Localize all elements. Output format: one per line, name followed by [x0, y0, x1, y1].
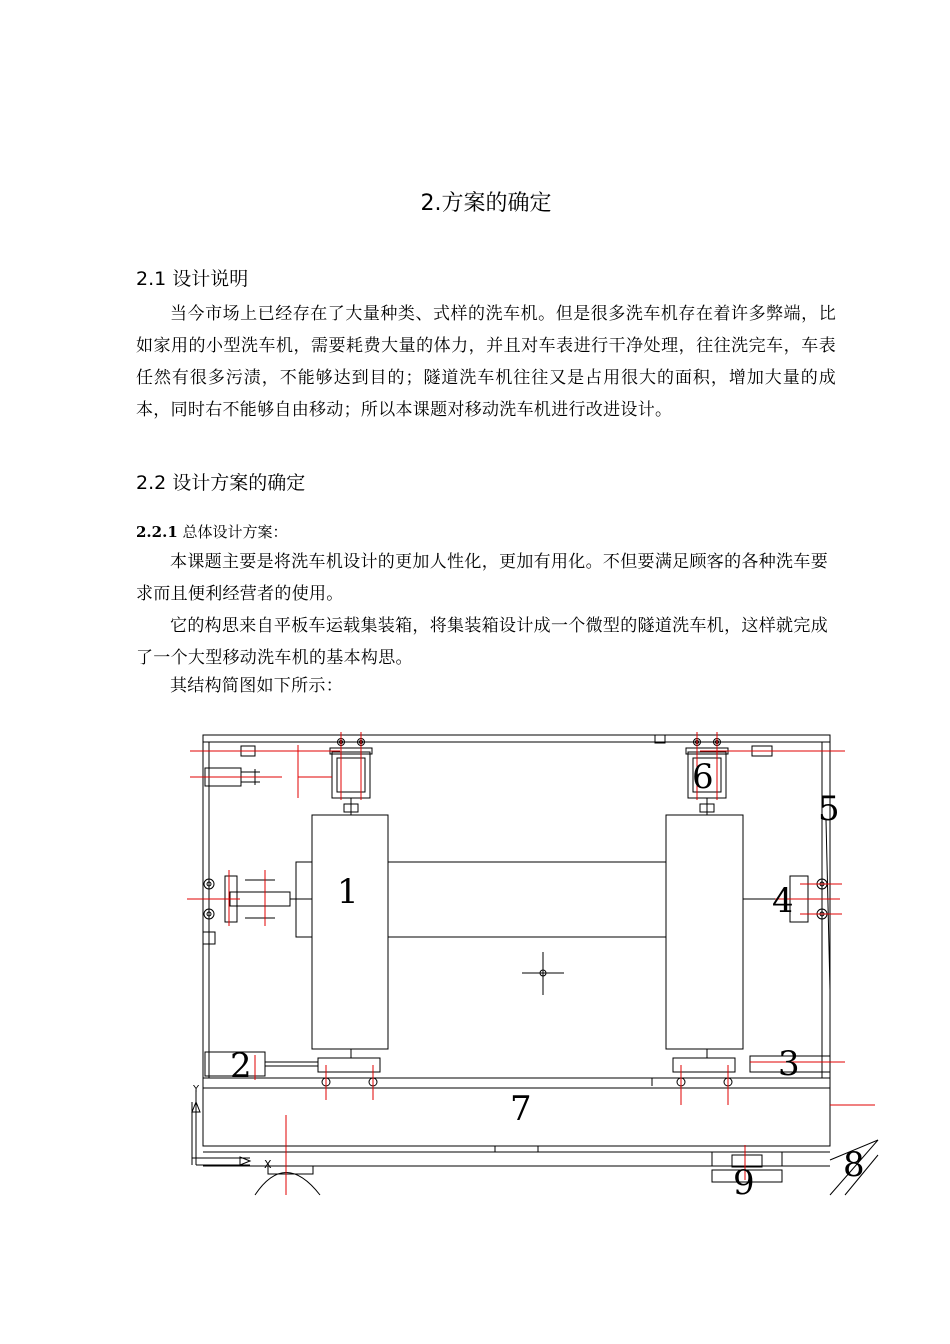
subsection-number: 2.2.1	[136, 523, 178, 541]
paragraph-concept: 它的构思来自平板车运载集装箱，将集装箱设计成一个微型的隧道洗车机，这样就完成了一个大型移动洗车机的基本构思。	[136, 616, 828, 668]
chapter-title: 2.方案的确定	[420, 191, 552, 216]
part-label-7: 7	[510, 1089, 532, 1129]
section-heading-2-1: 2.1 设计说明	[136, 268, 249, 290]
subsection-heading-2-2-1	[136, 521, 288, 542]
part-label-3: 3	[778, 1044, 800, 1084]
part-label-8: 8	[843, 1145, 865, 1185]
car-wash-structure-diagram	[180, 725, 880, 1200]
part-label-6: 6	[692, 757, 714, 797]
axis-label-x: X	[264, 1158, 272, 1171]
section-heading-2-2: 2.2 设计方案的确定	[136, 472, 306, 494]
axis-label-y: Y	[193, 1084, 200, 1095]
part-label-9: 9	[733, 1163, 755, 1200]
part-label-1: 1	[337, 872, 359, 912]
subsection-title: 总体设计方案：	[182, 523, 288, 541]
paragraph-figure-intro: 其结构简图如下所示：	[170, 676, 343, 696]
part-label-5: 5	[818, 789, 840, 829]
brush-roller-left	[312, 815, 388, 1049]
part-label-2: 2	[230, 1046, 252, 1086]
container-frame	[203, 735, 830, 1078]
paragraph-overall-plan: 本课题主要是将洗车机设计的更加人性化，更加有用化。不但要满足顾客的各种洗车要求而且便利经营者的使用。	[136, 552, 828, 604]
part-label-4: 4	[772, 881, 794, 921]
brush-roller-right	[666, 815, 743, 1049]
paragraph-design-description: 当今市场上已经存在了大量种类、式样的洗车机。但是很多洗车机存在着许多弊端，比如家用的小型洗车机，需要耗费大量的体力，并且对车表进行干净处理，往往洗完车，车表任然有很多污渍，不能够达到目的；隧道洗车机往往又是占用很大的面积，增加大量的成本，同时右不能够自由移动；所以本课题对移动洗车机进行改进设计。	[136, 304, 836, 420]
